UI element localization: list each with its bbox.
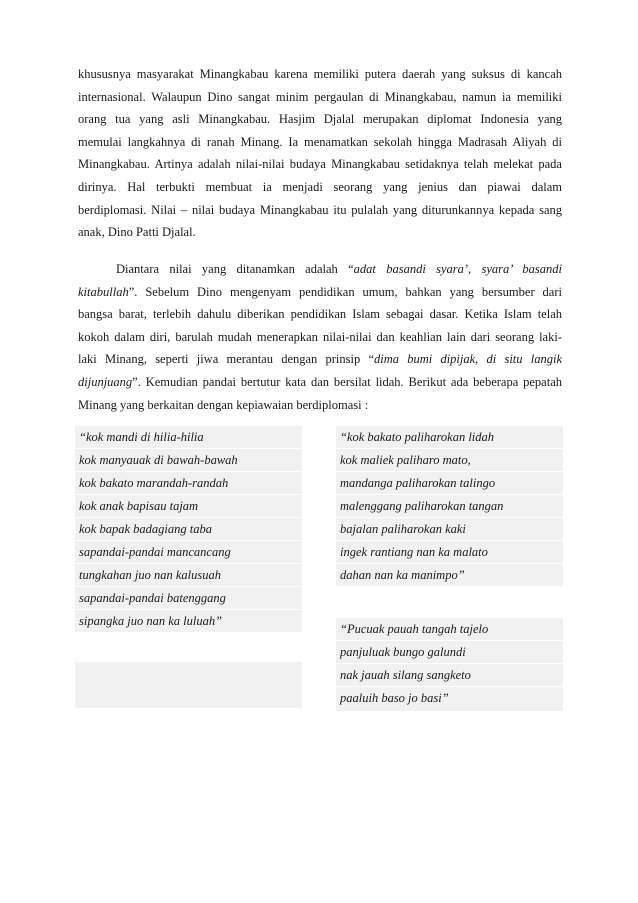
paragraph-1-line: Minangkabau. Artinya adalah nilai-nilai budaya Minangkabau setidaknya telah melekat pada — [78, 157, 562, 172]
paragraph-1-line: berdiplomasi. Nilai – nilai budaya Minangkabau itu pulalah yang diturunkannya kepada sang — [78, 202, 562, 217]
pantun-line: kok maliek paliharo mato, — [336, 448, 563, 471]
pantun-line: kok manyauak di bawah-bawah — [75, 448, 302, 471]
pantun-line: “kok bakato paliharokan lidah — [340, 430, 495, 444]
quoted-proverb: kitabullah — [78, 284, 129, 299]
pantun-line: ingek rantiang nan ka malato — [336, 540, 563, 563]
paragraph-2-line — [78, 281, 562, 304]
paragraph-2-line — [78, 258, 562, 281]
pantun-line: kok anak bapisau tajam — [75, 494, 302, 517]
pantun-line: sapandai-pandai mancancang — [75, 540, 302, 563]
quoted-proverb: dijunjuang — [78, 374, 133, 389]
paragraph-2-line: kokoh dalam diri, barulah mudah menerapkan nilai-nilai dan keahlian lain dari seorang laki- — [78, 329, 562, 344]
pantun-line: dahan nan ka manimpo” — [336, 563, 563, 586]
pantun-right-bottom — [336, 618, 563, 711]
pantun-line: mandanga paliharokan talingo — [336, 471, 563, 494]
pantun-line: paaluih baso jo basi” — [336, 686, 563, 709]
pantun-line: kok bapak badagiang taba — [75, 517, 302, 540]
pantun-line: “Pucuak pauah tangah tajelo — [340, 622, 489, 636]
paragraph-2-text: ”. Kemudian pandai bertutur kata dan bersilat lidah. Berikut ada beberapa pepatah — [132, 374, 562, 389]
pantun-left — [75, 426, 302, 632]
paragraph-1-line: memulai langkahnya di ranah Minang. Ia menamatkan sekolah hingga Madrasah Aliyah di — [78, 134, 562, 149]
paragraph-2-line — [78, 371, 562, 394]
paragraph-1 — [78, 63, 562, 244]
pantun-line: sipangka juo nan ka luluah” — [75, 609, 302, 632]
pantun-line: “kok mandi di hilia-hilia — [79, 430, 204, 444]
pantun-line: bajalan paliharokan kaki — [336, 517, 563, 540]
paragraph-1-line: internasional. Walaupun Dino sangat minim pergaulan di Minangkabau, namun ia memiliki — [78, 89, 562, 104]
pantun-line: nak jauah silang sangketo — [336, 663, 563, 686]
paragraph-1-line: khususnya masyarakat Minangkabau karena memiliki putera daerah yang suksus di kancah — [78, 67, 562, 81]
pantun-right-top — [336, 426, 563, 586]
quoted-proverb: dima bumi dipijak, di situ langik — [374, 352, 562, 367]
paragraph-1-line: orang tua yang asli Minangkabau. Hasjim Djalal merupakan diplomat Indonesia yang — [78, 112, 562, 127]
pantun-line: kok bakato marandah-randah — [75, 471, 302, 494]
paragraph-2-line — [78, 348, 562, 371]
quoted-proverb: adat basandi syara’, syara’ basandi — [353, 262, 562, 276]
paragraph-1-line: dirinya. Hal terbukti membuat ia menjadi seorang yang jenius dan piawai dalam — [78, 179, 562, 194]
pantun-line: panjuluak bungo galundi — [336, 640, 563, 663]
empty-table-cell — [75, 662, 302, 708]
paragraph-2 — [78, 258, 562, 416]
pantun-line: tungkahan juo nan kalusuah — [75, 563, 302, 586]
paragraph-2-text: laki Minang, seperti jiwa merantau dengan prinsip “ — [78, 352, 375, 367]
pantun-line: sapandai-pandai batenggang — [75, 586, 302, 609]
paragraph-2-line: Minang yang berkaitan dengan kepiawaian berdiplomasi : — [78, 397, 369, 412]
paragraph-2-line: bangsa barat, terlebih dahulu diberikan pendidikan Islam sebagai dasar. Ketika Islam telah — [78, 307, 562, 322]
paragraph-1-line: anak, Dino Patti Djalal. — [78, 225, 196, 240]
paragraph-2-text: Diantara nilai yang ditanamkan adalah “ — [116, 262, 354, 276]
pantun-line: malenggang paliharokan tangan — [336, 494, 563, 517]
paragraph-2-text: ”. Sebelum Dino mengenyam pendidikan umum, bahkan yang bersumber dari — [128, 284, 562, 299]
